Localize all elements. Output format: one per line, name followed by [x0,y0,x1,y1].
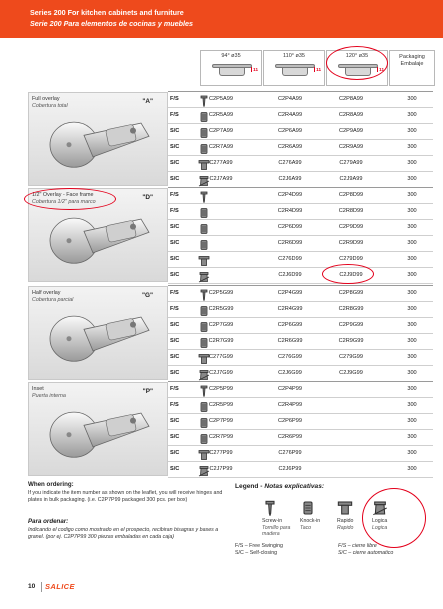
code-120: C279A99 [339,160,363,166]
highlight-ellipse [24,188,116,210]
ordering-body-en: If you indicate the item number as shown on the leaflet, you will receive hinges and plates in bulk packaging. (i.e. C2P7P99 packaged 300 pcs. per box) [28,490,223,503]
code-110: C2R4G99 [277,306,303,312]
knock-in-icon [300,500,316,516]
column-label: 120° ø35 [345,53,369,59]
packaging-qty: 300 [407,128,417,134]
hinge-cup-icon: 11 [210,61,254,79]
code-120: C2P8A99 [339,96,363,102]
packaging-qty: 300 [407,224,417,230]
closing-type: S/C [170,418,180,424]
code-110: C2P6G99 [277,322,303,328]
code-120: C2J9G99 [339,370,363,376]
code-110: C2R6G99 [277,338,303,344]
overlay-label-en: Full overlay [32,96,60,102]
legend-label-es: Logica [372,524,388,531]
knock-in-icon [198,206,210,218]
code-94: C2R7A99 [208,144,234,150]
ordering-title-en: When ordering: [28,481,74,488]
code-94: C2R7G99 [208,338,234,344]
table-row [168,140,433,156]
table-row [168,124,433,140]
legend-footnotes-en: F/S – Free Swinging S/C – Self-closing [235,543,283,556]
closing-type: S/C [170,370,180,376]
code-110: C2J6G99 [278,370,302,376]
closing-type: F/S [170,208,179,214]
table-row [168,92,433,108]
packaging-qty: 300 [407,144,417,150]
hinge-photo [28,286,168,380]
packaging-qty: 300 [407,402,417,408]
closing-type: S/C [170,338,180,344]
overlay-label-es: Cobertura 1/2" para marco [32,199,96,205]
closing-type: S/C [170,240,180,246]
table-row [168,188,433,204]
knock-in-icon [198,238,210,250]
table-row [168,430,433,446]
code-94: C2R7P99 [208,434,234,440]
closing-type: S/C [170,466,180,472]
rapido-icon [198,254,210,266]
code-110: C2J6A99 [278,176,302,182]
code-120: C2R9G99 [338,338,364,344]
closing-type: S/C [170,434,180,440]
highlight-ellipse [362,488,426,548]
packaging-qty: 300 [407,466,417,472]
packaging-qty: 300 [407,370,417,376]
ordering-body-es: Indicando el codigo como mostrado en el prospecto, recibiran bisagras y bases a granel. (por ej. C2P7P99 300 piezas embaladas en cada caja) [28,527,219,540]
table-row [168,286,433,302]
closing-type: F/S [170,386,179,392]
code-110: C2R6P99 [277,434,303,440]
code-110: C2P4A99 [278,96,302,102]
packaging-qty: 300 [407,418,417,424]
table-row [168,302,433,318]
packaging-qty: 300 [407,160,417,166]
code-94: C2P5A99 [209,96,233,102]
packaging-qty: 300 [407,338,417,344]
code-110: C2P4G99 [277,290,303,296]
screw-in-icon [198,190,210,202]
closing-type: S/C [170,322,180,328]
packaging-qty: 300 [407,306,417,312]
table-row [168,334,433,350]
code-110: C2P4P99 [278,386,302,392]
code-94: C2R5P99 [208,402,234,408]
code-110: C2R6D99 [277,240,303,246]
brand-logo: SALICE [45,582,75,591]
packaging-qty: 300 [407,112,417,118]
column-label: 94° ø35 [221,53,241,59]
table-row [168,268,433,284]
table-row [168,236,433,252]
closing-type: F/S [170,112,179,118]
table-row [168,350,433,366]
legend-footnotes-es: F/S – cierre libre S/C – cierre automatico [338,543,394,556]
column-header-94 [200,50,262,86]
code-120: C2R8A99 [338,112,364,118]
closing-type: S/C [170,256,180,262]
logica-icon [198,270,210,282]
code-120: C2R9A99 [338,144,364,150]
code-120: C2R8D99 [338,208,364,214]
closing-type: F/S [170,290,179,296]
code-110: C2R6A99 [277,144,303,150]
code-120: C2R8G99 [338,306,364,312]
code-94: C2P5G99 [208,290,234,296]
overlay-label-es: Puerta interna [32,393,66,399]
packaging-qty: 300 [407,290,417,296]
table-row [168,366,433,382]
table-row [168,156,433,172]
closing-type: F/S [170,306,179,312]
code-94: C277P99 [209,450,233,456]
packaging-qty: 300 [407,240,417,246]
code-120: C2P8D99 [338,192,364,198]
code-110: C2R4D99 [277,208,303,214]
packaging-qty: 300 [407,176,417,182]
code-110: C2R4A99 [277,112,303,118]
overlay-label-en: 1/2" Overlay - Face frame [32,192,94,198]
table-row [168,318,433,334]
code-94: C2P5P99 [209,386,233,392]
packaging-qty: 300 [407,256,417,262]
code-94: C277G99 [209,354,233,360]
table-row [168,172,433,188]
packaging-qty: 300 [407,450,417,456]
legend-label-es: Taco [300,524,312,531]
packaging-qty: 300 [407,272,417,278]
code-120: C279G99 [339,354,363,360]
screw-in-icon [262,500,278,516]
legend-label-en: Rapido [337,518,354,524]
closing-type: S/C [170,354,180,360]
closing-type: S/C [170,450,180,456]
overlay-code: "A" [142,98,153,105]
code-120: C2P9A99 [339,128,363,134]
highlight-ellipse [322,264,374,284]
ordering-title-es: Para ordenar: [28,518,69,525]
packaging-label: Packaging Embalaje [399,54,425,67]
code-110: C2P6P99 [278,418,302,424]
table-row [168,252,433,268]
table-row [168,446,433,462]
closing-type: S/C [170,160,180,166]
overlay-code: "D" [142,194,153,201]
legend-label-en: Knock-in [300,518,321,524]
code-110: C2P4D99 [277,192,303,198]
overlay-label-en: Inset [32,386,44,392]
overlay-label-en: Half overlay [32,290,61,296]
code-94: C2P7P99 [209,418,233,424]
code-120: C2J9D99 [339,272,363,278]
packaging-qty: 300 [407,192,417,198]
code-110: C2P6D99 [277,224,303,230]
code-110: C2P6A99 [278,128,302,134]
closing-type: S/C [170,272,180,278]
table-row [168,398,433,414]
hinge-cup-icon: 11 [336,61,380,79]
legend-title: Legend - Notas explicativas: [235,483,325,490]
rapido-icon [337,500,353,516]
table-row [168,204,433,220]
code-110: C2J6P99 [278,466,302,472]
code-120: C2P9G99 [338,322,364,328]
table-row [168,382,433,398]
code-120: C279D99 [339,256,363,262]
closing-type: F/S [170,96,179,102]
legend-label-es: Rapido [337,524,354,531]
legend-label-en: Logica [372,518,388,524]
table-row [168,462,433,478]
closing-type: F/S [170,192,179,198]
packaging-qty: 300 [407,434,417,440]
page-header [0,0,443,38]
column-label: 110° ø35 [283,53,305,59]
highlight-ellipse [326,46,388,80]
code-94: C2P7G99 [208,322,234,328]
code-94: C2J7P99 [209,466,233,472]
knock-in-icon [198,222,210,234]
packaging-qty: 300 [407,96,417,102]
code-110: C276P99 [278,450,302,456]
closing-type: S/C [170,176,180,182]
code-120: C2P9D99 [338,224,364,230]
code-94: C2R5G99 [208,306,234,312]
code-94: C2P7A99 [209,128,233,134]
hinge-photo [28,92,168,186]
code-94: C277A99 [209,160,233,166]
overlay-label-es: Cobertura total [32,103,68,109]
packaging-qty: 300 [407,354,417,360]
packaging-qty: 300 [407,386,417,392]
series-title-es: Serie 200 Para elementos de cocinas y muebles [30,19,194,28]
hinge-cup-icon: 11 [273,61,317,79]
table-row [168,220,433,236]
code-120: C2J9A99 [339,176,363,182]
column-header-packaging [389,50,435,86]
table-row [168,108,433,124]
code-110: C2J6D99 [278,272,302,278]
column-header-110 [263,50,325,86]
code-94: C2R5A99 [208,112,234,118]
code-120: C2P8G99 [338,290,364,296]
table-row [168,414,433,430]
hinge-photo [28,382,168,476]
overlay-label-es: Cobertura parcial [32,297,74,303]
code-120: C2R9D99 [338,240,364,246]
overlay-code: "G" [141,292,153,299]
overlay-code: "P" [142,388,153,395]
code-94: C2J7A99 [209,176,233,182]
packaging-qty: 300 [407,208,417,214]
legend-label-es: Tornillo para madera [262,524,291,537]
code-94: C2J7G99 [209,370,233,376]
page-number: 10 [28,583,36,590]
closing-type: S/C [170,224,180,230]
closing-type: S/C [170,144,180,150]
code-110: C2R4P99 [277,402,303,408]
code-110: C276D99 [278,256,302,262]
closing-type: S/C [170,128,180,134]
code-110: C276A99 [278,160,302,166]
closing-type: F/S [170,402,179,408]
code-110: C276G99 [278,354,302,360]
legend-label-en: Screw-in [262,518,283,524]
series-title-en: Series 200 For kitchen cabinets and furniture [30,8,184,17]
packaging-qty: 300 [407,322,417,328]
